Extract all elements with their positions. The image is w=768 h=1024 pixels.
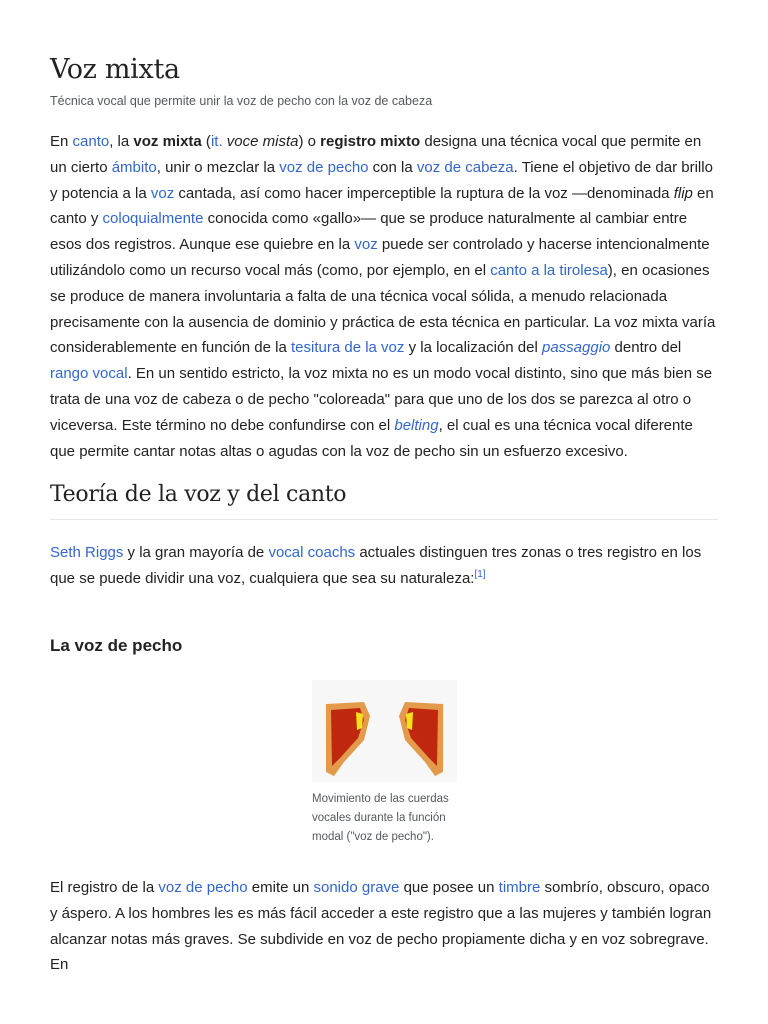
vocal-folds-image bbox=[312, 680, 457, 782]
link-passaggio-text[interactable]: passaggio bbox=[541, 339, 611, 357]
page-title: Voz mixta bbox=[50, 54, 180, 85]
link-canto[interactable]: canto bbox=[72, 133, 110, 150]
link-vocal-coachs[interactable]: vocal coachs bbox=[268, 544, 356, 561]
term-registro-mixto: registro mixto bbox=[320, 133, 421, 150]
text: . En un sentido estricto, la voz mixta no es un modo vocal distinto, sino que más bien se trata de una voz de cabeza o de pecho "coloreada" para que uno de los dos se parezca al otro o viceversa. Este término no debe confundirse con el bbox=[50, 365, 713, 434]
link-voz-de-pecho[interactable]: voz de pecho bbox=[279, 158, 369, 176]
text: actuales distinguen tres zonas o tres registro en los que se puede dividir una voz, cualquiera que sea su naturaleza: bbox=[50, 544, 702, 587]
link-canto-tirolesa[interactable]: canto a la tirolesa bbox=[490, 261, 608, 279]
text: ) o bbox=[298, 133, 321, 150]
reference-link[interactable]: [1] bbox=[474, 568, 486, 580]
link-seth-riggs[interactable]: Seth Riggs bbox=[50, 544, 124, 561]
term-flip: flip bbox=[673, 184, 693, 202]
text: sombrío, obscuro, opaco y áspero. A los hombres les es más fácil acceder a este registro que a las mujeres y también logran alcanzar notas más graves. Se subdivide en voz de pecho propiamente dicha y en voz sobregrave. En bbox=[50, 879, 712, 974]
text: . Tiene el objetivo de dar brillo y potencia a la bbox=[50, 158, 713, 202]
text: puede ser controlado y hacerse intencionalmente utilizándolo como un recurso vocal más (como, por ejemplo, en el bbox=[50, 236, 710, 279]
subsection-paragraph bbox=[50, 875, 718, 978]
text: dentro del bbox=[610, 339, 682, 357]
section-paragraph bbox=[50, 540, 718, 592]
figure-caption: Movimiento de las cuerdas vocales durante la función modal ("voz de pecho"). bbox=[312, 793, 449, 843]
text: ( bbox=[201, 133, 211, 150]
text: en canto y bbox=[50, 184, 714, 228]
text: que posee un bbox=[399, 879, 499, 896]
text: designa una técnica vocal que permite en un cierto bbox=[50, 133, 702, 176]
text: y la localización del bbox=[404, 339, 542, 357]
link-ambito[interactable]: ámbito bbox=[111, 158, 157, 176]
text: En bbox=[50, 133, 73, 150]
link-belting[interactable] bbox=[394, 417, 438, 434]
link-voz-de-cabeza[interactable]: voz de cabeza bbox=[416, 158, 514, 176]
link-passaggio[interactable] bbox=[542, 339, 610, 356]
text: con la bbox=[368, 158, 417, 176]
text: , el cual es una técnica vocal diferente que permite cantar notas altas o agudas con la voz de pecho sin un esfuerzo excesivo. bbox=[50, 416, 693, 460]
left-fold-edge bbox=[356, 712, 363, 730]
term-voz-mixta: voz mixta bbox=[133, 133, 202, 150]
link-italiano[interactable]: it. bbox=[210, 133, 223, 150]
right-fold-edge bbox=[406, 712, 413, 730]
link-voz-de-pecho-2[interactable]: voz de pecho bbox=[158, 879, 248, 896]
link-tesitura[interactable]: tesitura de la voz bbox=[291, 339, 405, 357]
text: El registro de la bbox=[50, 879, 159, 896]
text: , unir o mezclar la bbox=[156, 158, 280, 176]
link-rango-vocal[interactable]: rango vocal bbox=[50, 365, 128, 383]
link-coloquialmente[interactable]: coloquialmente bbox=[102, 210, 204, 228]
text: ), en ocasiones se produce de manera involuntaria a falta de una técnica vocal sólida, a menudo relacionada precisamente con la ausencia de dominio y práctica de esta técnica en particular. La voz mixta varía considerablemente en función de la bbox=[50, 261, 716, 357]
intro-paragraph bbox=[50, 129, 718, 464]
section-heading: Teoría de la voz y del canto bbox=[50, 482, 718, 520]
page-subtitle: Técnica vocal que permite unir la voz de pecho con la voz de cabeza bbox=[50, 94, 433, 108]
link-belting-text[interactable]: belting bbox=[394, 416, 439, 434]
text: cantada, así como hacer imperceptible la ruptura de la voz —denominada bbox=[174, 184, 674, 202]
figure bbox=[312, 680, 462, 847]
link-timbre[interactable]: timbre bbox=[498, 879, 541, 896]
text: y la gran mayoría de bbox=[123, 544, 269, 561]
link-sonido-grave[interactable]: sonido grave bbox=[313, 879, 400, 896]
term-voce-mista: voce mista bbox=[222, 133, 299, 150]
link-voz-2[interactable]: voz bbox=[354, 236, 378, 254]
text: emite un bbox=[247, 879, 314, 896]
text: , la bbox=[109, 133, 134, 150]
link-voz[interactable]: voz bbox=[150, 184, 175, 202]
text: conocida como «gallo»— que se produce naturalmente al cambiar entre esos dos registros. Aunque ese quiebre en la bbox=[50, 210, 688, 254]
subsection-heading: La voz de pecho bbox=[50, 636, 183, 655]
